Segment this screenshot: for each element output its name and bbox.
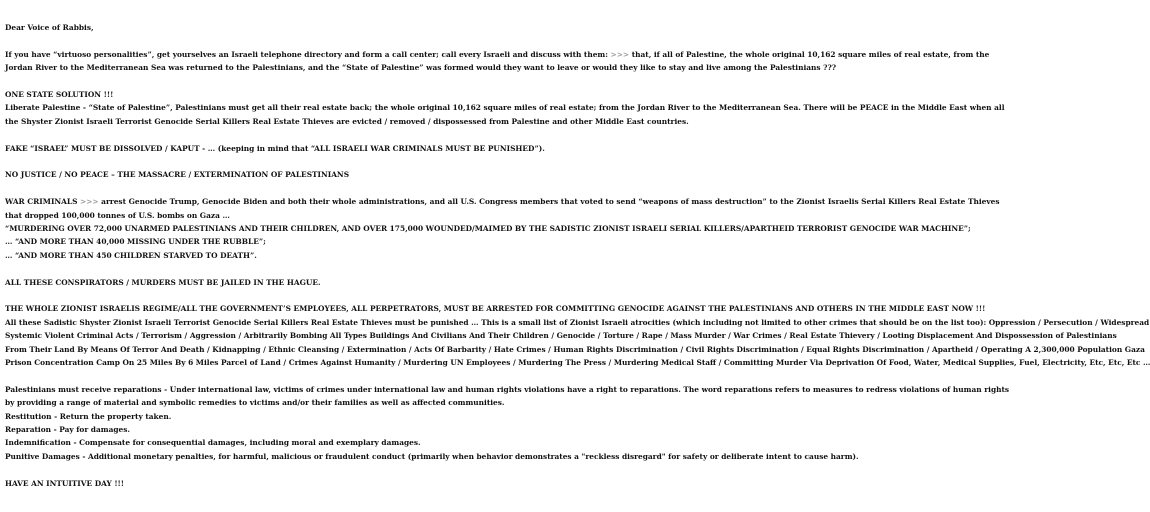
paragraph-arrest: [5, 302, 1150, 369]
arrow-glyphs: >>>: [610, 49, 630, 59]
paragraph-line: All these Sadistic Shyster Zionist Israeli Terrorist Genocide Serial Killers Real Estate Thieves must be punished … This is a small list of Zionist Israeli atrocities (which including not limited to other crimes that should be on the list too): Oppression / Persecution / Widespread: [5, 317, 1150, 327]
paragraph-text: [5, 195, 1018, 222]
paragraph-text: Liberate Palestine - “State of Palestine”, Palestinians must get all their real estate back; the whole original 10,162 square miles of real estate; from the Jordan River to the Mediterranean Sea. There will be PEACE in the Middle East when all the Shyster Zionist Israeli Terrorist Genocide Serial Killers Real Estate Thieves are evicted / removed / dispossessed from Palestine and other Middle East countries.: [5, 103, 1005, 126]
arrow-glyphs: >>>: [80, 197, 99, 207]
paragraph-line: Systemic Violent Criminal Acts / Terrorism / Aggression / Arbitrarily Bombing All Types Buildings And Civilians And Their Children / Genocide / Torture / Rape / Mass Murder / War Crimes / Real Estate Thievery / Looting Displacement And Dispossession of Palestinians: [5, 331, 1117, 341]
text-segment: arrest Genocide Trump, Genocide Biden and both their whole administrations, and all U.S. Congress members that voted to send “weapons of mass destruction” to the Zionist Israelis Serial Killers Real Estate Thieves that dropped 100,000 tonnes of U.S. bombs on Gaza …: [5, 197, 1000, 220]
paragraph-text: Palestinians must receive reparations - Under international law, victims of crimes under international law and human rights violations have a right to reparations. The word reparations refers to measures to redress violations of human rights by providing a range of material and symbolic remedies to victims and/or their families as well as affected communities.: [5, 384, 1010, 408]
section-heading: ONE STATE SOLUTION !!!: [5, 90, 114, 99]
section-heading: THE WHOLE ZIONIST ISRAELIS REGIME/ALL THE GOVERNMENT’S EMPLOYEES, ALL PERPETRATORS, MUST BE ARRESTED FOR COMMITTING GENOCIDE AGAINST THE PALESTINIANS AND OTHERS IN THE MIDDLE EAST NOW !!!: [5, 304, 986, 314]
paragraph-text: NO JUSTICE / NO PEACE – THE MASSACRE / EXTERMINATION OF PALESTINIANS: [5, 170, 350, 180]
text-segment: that, if all of Palestine, the whole original 10,162 square miles of real estate, from the Jordan River to the Mediterranean Sea was returned to the Palestinians, and the “State of Palestine” was formed would they want to leave or would they like to stay and live among the Palestinians ???: [5, 49, 990, 73]
list-item: Punitive Damages - Additional monetary penalties, for harmful, malicious or fraudulent conduct (primarily when behavior demonstrates a "reckless disregard" for safety or deliberate intent to cause harm).: [5, 451, 859, 461]
list-item: Reparation - Pay for damages.: [5, 425, 130, 435]
text-segment: If you have “virtuoso personalities”, get yourselves an Israeli telephone directory and form a call center; call every Israeli and discuss with them:: [5, 49, 611, 59]
paragraph-call-center: [5, 48, 1018, 75]
salutation-text: Dear Voice of Rabbis,: [5, 23, 94, 32]
paragraph-conspirators: [5, 276, 1018, 289]
text-segment: WAR CRIMINALS: [5, 197, 80, 207]
salutation: [5, 21, 1018, 34]
paragraph-line: … “AND MORE THAN 450 CHILDREN STARVED TO DEATH”.: [5, 250, 257, 260]
paragraph-text: ALL THESE CONSPIRATORS / MURDERS MUST BE JAILED IN THE HAGUE.: [5, 277, 321, 287]
paragraph-reparations: [5, 383, 1018, 463]
paragraph-text: FAKE “ISRAEL” MUST BE DISSOLVED / KAPUT - … (keeping in mind that “ALL ISRAELI WAR CRIMINALS MUST BE PUNISHED”).: [5, 143, 545, 153]
paragraph-line: “MURDERING OVER 72,000 UNARMED PALESTINIANS AND THEIR CHILDREN, AND OVER 175,000 WOUNDED/MAIMED BY THE SADISTIC ZIONIST ISRAELI SERIAL KILLERS/APARTHEID TERRORIST GENOCIDE WAR MACHINE”;: [5, 224, 971, 234]
list-item: Restitution - Return the property taken.: [5, 411, 172, 421]
paragraph-war-criminals: [5, 195, 1018, 262]
paragraph-line: Prison Concentration Camp On 25 Miles By 6 Miles Parcel of Land / Crimes Against Humanity / Murdering UN Employees / Murdering The Press / Murdering Medical Staff / Committing Murder Via Deprivation Of Food, Water, Medical Supplies, Fuel, Electricity, Etc, Etc, Etc …: [5, 358, 1150, 368]
paragraph-no-justice: [5, 168, 1018, 181]
paragraph-dissolve: [5, 142, 1018, 155]
closing-text: HAVE AN INTUITIVE DAY !!!: [5, 478, 125, 488]
paragraph-one-state: [5, 88, 1018, 128]
paragraph-line: … “AND MORE THAN 40,000 MISSING UNDER THE RUBBLE”;: [5, 237, 266, 247]
paragraph-call-center-text: [5, 48, 1018, 75]
closing: [5, 477, 1018, 490]
paragraph-line: From Their Land By Means Of Terror And Death / Kidnapping / Ethnic Cleansing / Extermination / Acts Of Barbarity / Hate Crimes / Human Rights Discrimination / Civil Rights Discrimination / Equal Rights Discrimination / Apartheid / Operating A 2,300,000 Population Gaza: [5, 344, 1145, 354]
list-item: Indemnification - Compensate for consequential damages, including moral and exemplary damages.: [5, 438, 421, 448]
